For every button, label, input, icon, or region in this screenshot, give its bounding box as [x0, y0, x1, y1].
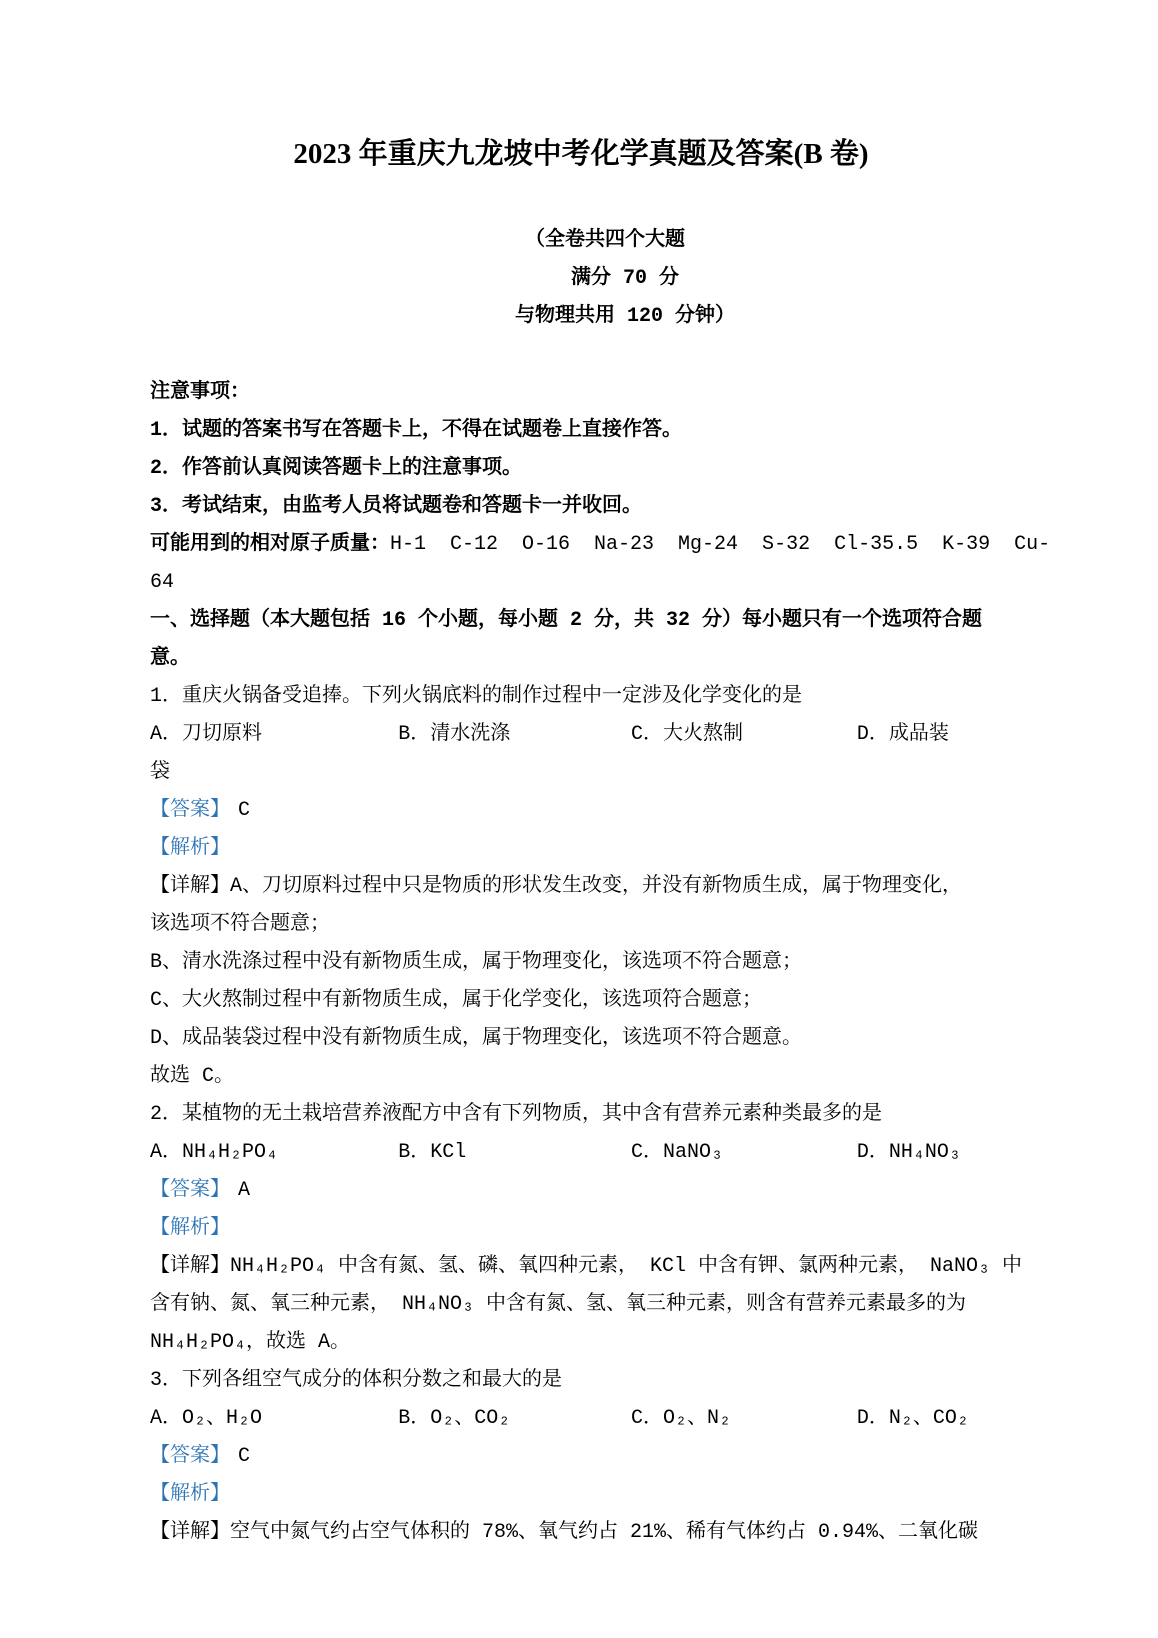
question-1-conclusion: 故选 C。: [150, 1065, 235, 1088]
question-1-option-b: B．清水洗涤: [398, 723, 511, 746]
question-2-options: [150, 1134, 1012, 1172]
subtitle-structure: （全卷共四个大题: [525, 229, 685, 252]
question-1-option-c: C．大火熬制: [630, 723, 743, 746]
answer-label: 【答案】: [150, 1445, 230, 1468]
question-2-option-c: C．NaNO₃: [630, 1141, 723, 1164]
notice-item-3: 3．考试结束，由监考人员将试题卷和答题卡一并收回。: [150, 495, 643, 518]
question-2-option-d: D．NH₄NO₃: [856, 1141, 961, 1164]
question-3-option-a: A．O₂、H₂O: [150, 1407, 263, 1430]
question-1-option-d: D．成品装: [856, 723, 949, 746]
question-3-answer: C: [238, 1445, 251, 1468]
question-3-analysis-label: 【解析】: [150, 1483, 230, 1506]
document-subtitle: [150, 184, 1012, 374]
question-1-options: [150, 716, 1012, 754]
subtitle-duration: 与物理共用 120 分钟）: [515, 305, 736, 328]
question-3-option-c: C．O₂、N₂: [630, 1407, 731, 1430]
question-1-detail-4: C、大火熬制过程中有新物质生成，属于化学变化，该选项符合题意；: [150, 989, 763, 1012]
question-3-option-b: B．O₂、CO₂: [398, 1407, 511, 1430]
document-title: 2023 年重庆九龙坡中考化学真题及答案(B 卷): [293, 138, 869, 170]
answer-label: 【答案】: [150, 1179, 230, 1202]
question-2-analysis-label: 【解析】: [150, 1217, 230, 1240]
question-1-detail-3: B、清水洗涤过程中没有新物质生成，属于物理变化，该选项不符合题意；: [150, 951, 803, 974]
question-2-detail-1: 【详解】NH₄H₂PO₄ 中含有氮、氢、磷、氧四种元素， KCl 中含有钾、氯两种元素， NaNO₃ 中: [150, 1255, 1023, 1278]
question-2-detail-3: NH₄H₂PO₄，故选 A。: [150, 1331, 351, 1354]
question-1-stem: 1．重庆火锅备受追捧。下列火锅底料的制作过程中一定涉及化学变化的是: [150, 685, 803, 708]
question-1-option-d-overflow: 袋: [150, 761, 170, 784]
atomic-mass-values: H-1 C-12 O-16 Na-23 Mg-24 S-32 Cl-35.5 K-39 Cu-: [390, 533, 1051, 556]
atomic-mass-label: 可能用到的相对原子质量：: [150, 533, 390, 556]
question-1-detail-2: 该选项不符合题意；: [150, 913, 330, 936]
question-2-detail-2: 含有钠、氮、氧三种元素， NH₄NO₃ 中含有氮、氢、氧三种元素，则含有营养元素最多的为: [150, 1293, 967, 1316]
answer-label: 【答案】: [150, 799, 230, 822]
question-2-option-b: B．KCl: [398, 1141, 467, 1164]
question-2-stem: 2．某植物的无土栽培营养液配方中含有下列物质，其中含有营养元素种类最多的是: [150, 1103, 883, 1126]
section-heading-line1: 一、选择题（本大题包括 16 个小题，每小题 2 分，共 32 分）每小题只有一个选项符合题: [150, 609, 983, 632]
notice-item-2: 2．作答前认真阅读答题卡上的注意事项。: [150, 457, 523, 480]
question-1-detail-5: D、成品装袋过程中没有新物质生成，属于物理变化，该选项不符合题意。: [150, 1027, 803, 1050]
question-1-detail-1: 【详解】A、刀切原料过程中只是物质的形状发生改变，并没有新物质生成，属于物理变化，: [150, 875, 963, 898]
question-1-answer: C: [238, 799, 251, 822]
question-3-options: [150, 1400, 1012, 1438]
question-3-option-d: D．N₂、CO₂: [856, 1407, 969, 1430]
notice-item-1: 1．试题的答案书写在答题卡上，不得在试题卷上直接作答。: [150, 419, 683, 442]
question-2-option-a: A．NH₄H₂PO₄: [150, 1141, 279, 1164]
atomic-mass-wrap: 64: [150, 571, 175, 594]
question-3-stem: 3．下列各组空气成分的体积分数之和最大的是: [150, 1369, 563, 1392]
question-2-answer-line: [150, 1172, 1012, 1210]
atomic-mass-line: [150, 526, 1051, 564]
notice-heading: 注意事项：: [150, 381, 250, 404]
question-1-option-a: A．刀切原料: [150, 723, 263, 746]
section-heading-line2: 意。: [150, 647, 190, 670]
question-1-answer-line: [150, 792, 1012, 830]
question-2-answer: A: [238, 1179, 251, 1202]
question-3-detail-1: 【详解】空气中氮气约占空气体积的 78%、氧气约占 21%、稀有气体约占 0.94%、二氧化碳: [150, 1521, 979, 1544]
question-1-analysis-label: 【解析】: [150, 837, 230, 860]
question-3-answer-line: [150, 1438, 1012, 1476]
subtitle-total-score: 满分 70 分: [571, 267, 680, 290]
